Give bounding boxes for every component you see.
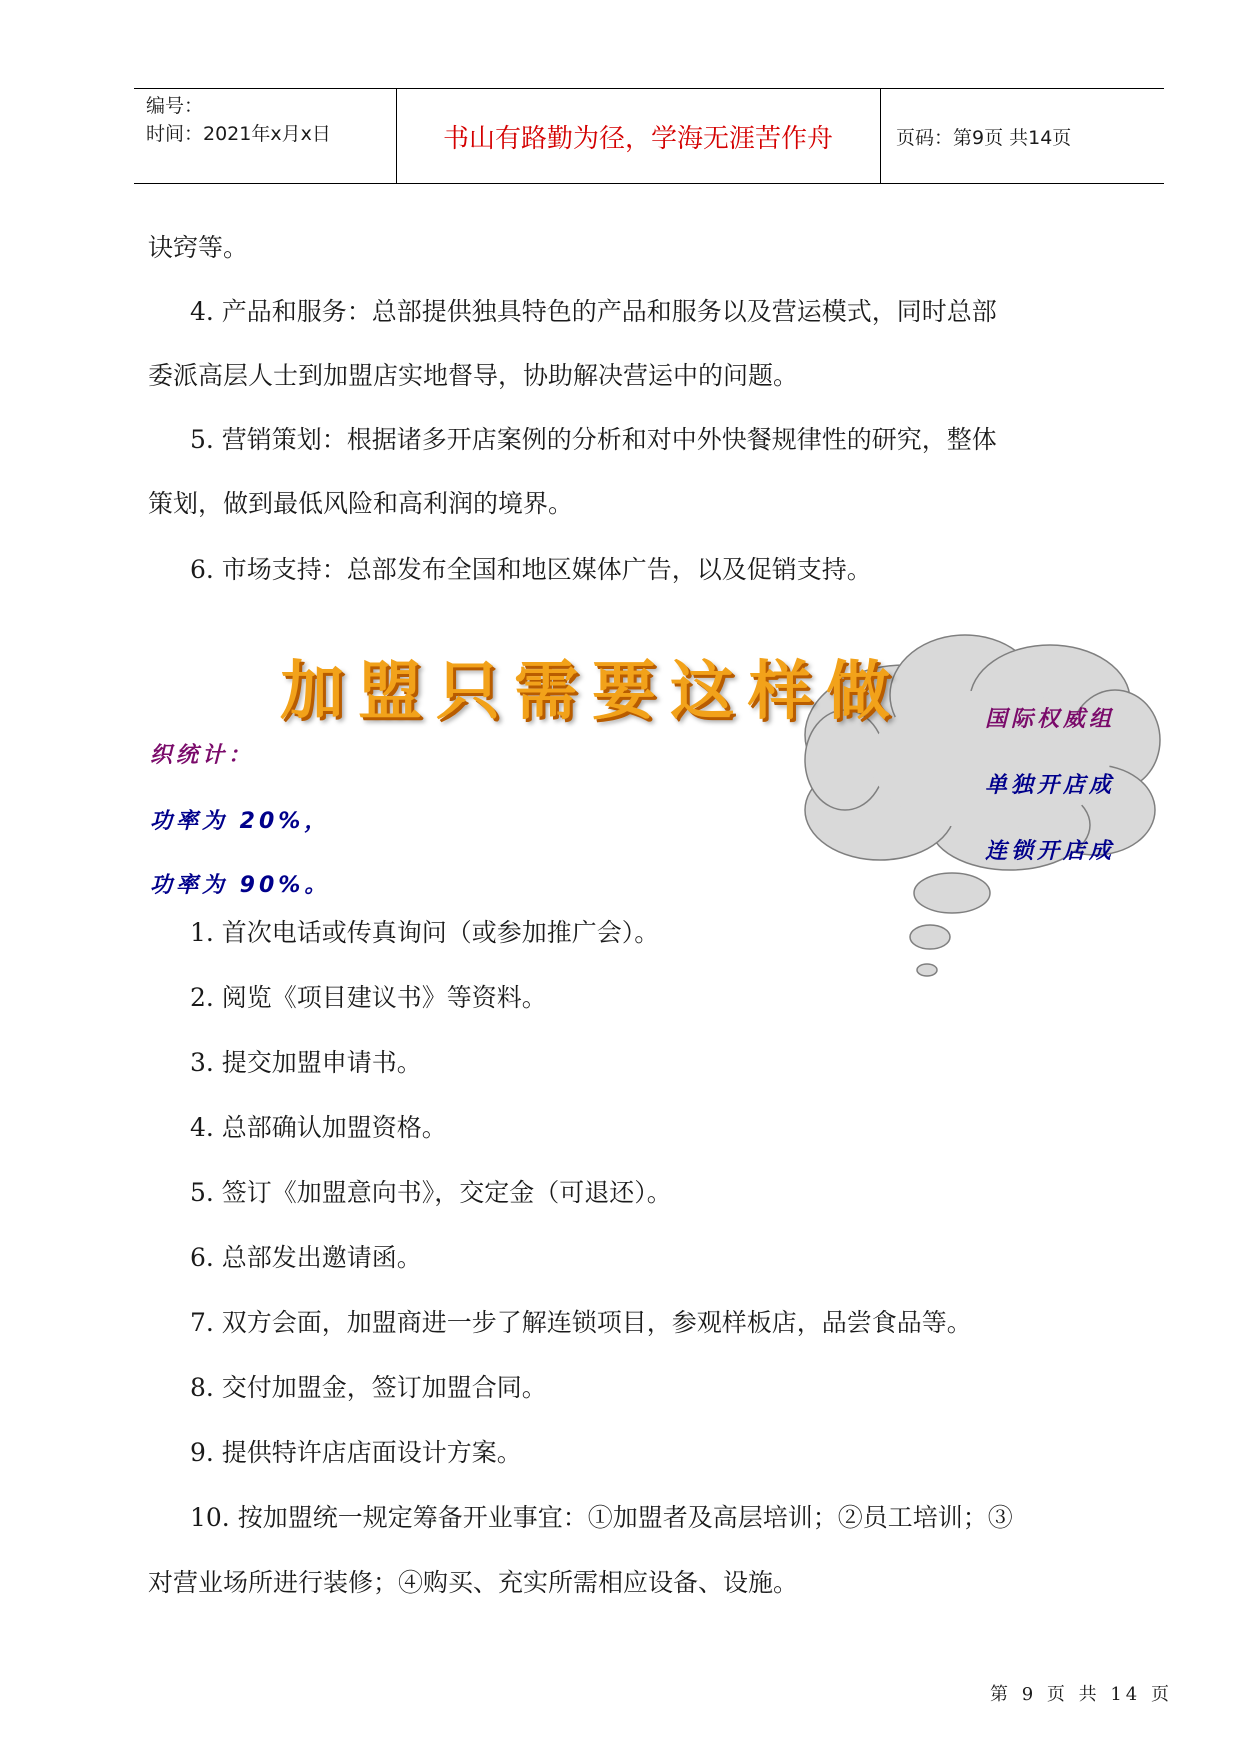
header-motto: 书山有路勤为径，学海无涯苦作舟 <box>396 89 881 183</box>
stats-cloud-line3: 连锁开店成 <box>985 839 1116 864</box>
step-item: 3. 提交加盟申请书。 <box>190 1048 422 1077</box>
document-number-label: 编号： <box>146 95 204 117</box>
stats-line3-left: 功率为 90%。 <box>150 873 331 898</box>
step-item: 5. 签订《加盟意向书》，交定金（可退还）。 <box>190 1178 672 1207</box>
paragraph-5-line1: 5. 营销策划：根据诸多开店案例的分析和对中外快餐规律性的研究，整体 <box>190 425 997 454</box>
step-item: 10. 按加盟统一规定筹备开业事宜：①加盟者及高层培训；②员工培训；③ <box>190 1503 1013 1532</box>
step-item: 7. 双方会面，加盟商进一步了解连锁项目，参观样板店，品尝食品等。 <box>190 1308 972 1337</box>
stats-cloud-line1: 国际权威组 <box>985 707 1116 732</box>
header-page-label: 页码：第9页 共14页 <box>896 126 1072 149</box>
paragraph-4-line2: 委派高层人士到加盟店实地督导，协助解决营运中的问题。 <box>148 361 799 390</box>
step-item: 2. 阅览《项目建议书》等资料。 <box>190 983 547 1012</box>
step-item: 9. 提供特许店店面设计方案。 <box>190 1438 522 1467</box>
step-item: 4. 总部确认加盟资格。 <box>190 1113 447 1142</box>
stats-cloud-line2: 单独开店成 <box>985 773 1116 798</box>
banner-title: 加盟只需要这样做 <box>280 655 904 729</box>
paragraph-5-line2: 策划，做到最低风险和高利润的境界。 <box>148 489 574 518</box>
step-item: 8. 交付加盟金，签订加盟合同。 <box>190 1373 547 1402</box>
step-item: 6. 总部发出邀请函。 <box>190 1243 422 1272</box>
stats-line2-left: 功率为 20%， <box>150 809 331 834</box>
page-footer: 第 9 页 共 14 页 <box>990 1684 1173 1705</box>
paragraph-4-line1: 4. 产品和服务：总部提供独具特色的产品和服务以及营运模式，同时总部 <box>190 297 997 326</box>
document-time-label: 时间：2021年x月x日 <box>146 123 331 145</box>
paragraph-continuation: 诀窍等。 <box>148 233 249 262</box>
stats-line1-left: 织统计： <box>150 743 255 768</box>
step-item-continuation: 对营业场所进行装修；④购买、充实所需相应设备、设施。 <box>148 1568 799 1597</box>
step-item: 1. 首次电话或传真询问（或参加推广会）。 <box>190 918 660 947</box>
paragraph-6: 6. 市场支持：总部发布全国和地区媒体广告，以及促销支持。 <box>190 555 872 584</box>
